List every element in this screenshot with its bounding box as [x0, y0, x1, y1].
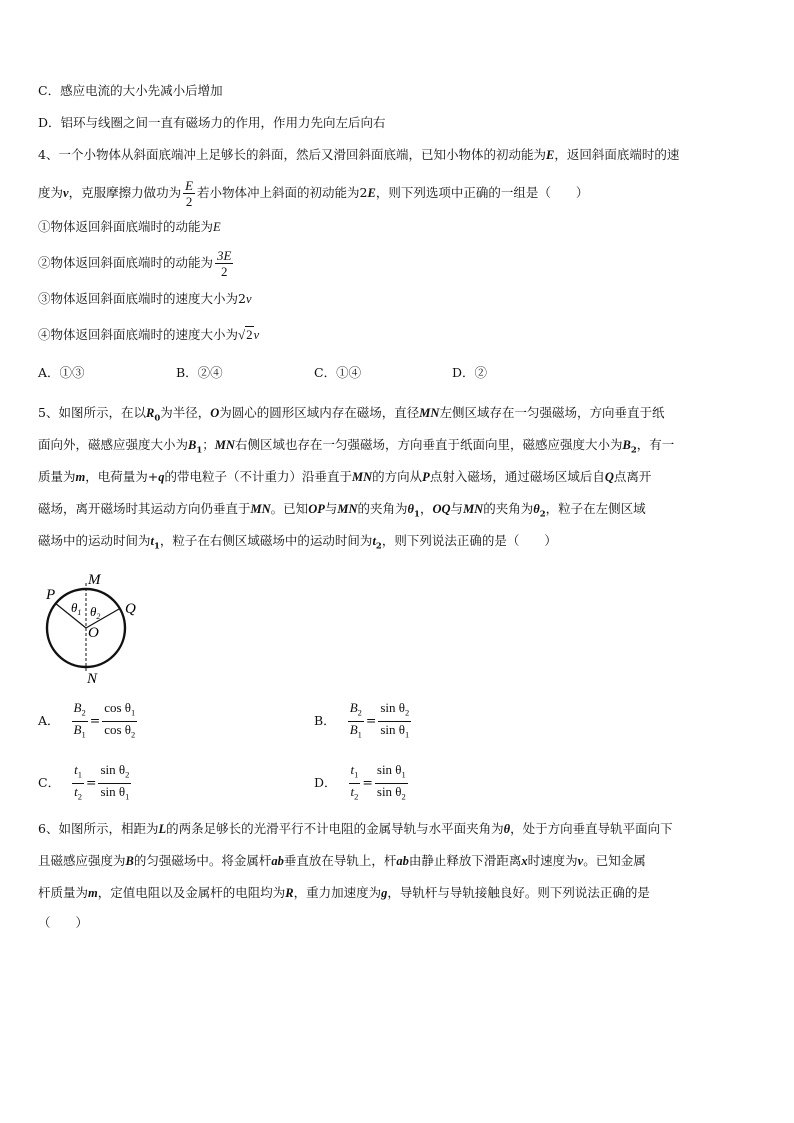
- q4-option-c: C．①④: [314, 365, 362, 380]
- work-fraction: $\frac{E}{2}$: [185, 178, 194, 209]
- q6-stem-line2: 且磁感应强度为B的匀强磁场中。将金属杆ab垂直放在导轨上，杆ab由静止释放下滑距离x时速度为v。已知金属: [38, 853, 646, 868]
- q4-statement-3: ③物体返回斜面底端时的速度大小为2v: [38, 291, 252, 306]
- q5-stem-line2: 面向外，磁感应强度大小为$B_1$；MN右侧区域也存在一匀强磁场，方向垂直于纸面向里，磁感应强度大小为$B_2$，有一: [38, 437, 675, 456]
- q4-option-d: D．②: [452, 365, 488, 380]
- q6-answer-blank: （ ）: [38, 915, 89, 930]
- q5-option-c: C． $\frac{t_1}{t_2}$ = $\frac{\sin \theta_2}{\sin \theta_1}$: [38, 762, 130, 802]
- label-theta2: $\theta_2$: [90, 604, 101, 621]
- q5-stem-line5: 磁场中的运动时间为$t_1$，粒子在右侧区域磁场中的运动时间为$t_2$，则下列说法正确的是（ ）: [38, 533, 557, 552]
- q5-option-b: B． $\frac{B_2}{B_1}$ = $\frac{\sin \theta_2}{\sin \theta_1}$: [314, 700, 410, 740]
- label-q: Q: [125, 601, 136, 617]
- label-o: O: [88, 625, 99, 641]
- q5-stem-line3: 质量为m，电荷量为+q的带电粒子（不计重力）沿垂直于MN的方向从P点射入磁场，通过磁场区域后自Q点离开: [38, 469, 652, 484]
- q5-option-d: D． $\frac{t_1}{t_2}$ = $\frac{\sin \theta_1}{\sin \theta_2}$: [314, 762, 406, 802]
- q4-statement-2: ②物体返回斜面底端时的动能为 $\frac{3E}{2}$: [38, 248, 232, 279]
- q3-option-d: D．铝环与线圈之间一直有磁场力的作用，作用力先向左后向右: [38, 115, 386, 130]
- q4-stem-line1: 4、一个小物体从斜面底端冲上足够长的斜面，然后又滑回斜面底端，已知小物体的初动能为E，返回斜面底端时的速: [38, 147, 680, 162]
- label-m: M: [88, 572, 101, 588]
- magnetic-field-circle-figure: [36, 568, 146, 686]
- q4-stem-line2: 度为v，克服摩擦力做功为 $\frac{E}{2}$ 若小物体冲上斜面的初动能为2E，则下列选项中正确的一组是（ ）: [38, 178, 589, 209]
- q4-option-b: B．②④: [176, 365, 223, 380]
- q5-stem-line1: 5、如图所示，在以$R_0$为半径，O为圆心的圆形区域内存在磁场，直径MN左侧区域存在一匀强磁场，方向垂直于纸: [38, 405, 665, 424]
- q6-stem-line1: 6、如图所示，相距为L的两条足够长的光滑平行不计电阻的金属导轨与水平面夹角为θ，处于方向垂直导轨平面向下: [38, 821, 673, 836]
- label-p: P: [46, 587, 56, 603]
- q4-statement-4: ④物体返回斜面底端时的速度大小为√2v: [38, 327, 260, 342]
- q5-option-a: A． $\frac{B_2}{B_1}$ = $\frac{\cos \theta_1}{\cos \theta_2}$: [38, 700, 136, 740]
- q4-statement-1: ①物体返回斜面底端时的动能为E: [38, 219, 221, 234]
- label-theta1: $\theta_1$: [71, 600, 82, 617]
- q4-option-a: A．①③: [38, 365, 85, 380]
- q5-stem-line4: 磁场，离开磁场时其运动方向仍垂直于MN。已知OP与MN的夹角为$\theta_1$，OQ与MN的夹角为$\theta_2$，粒子在左侧区域: [38, 501, 646, 520]
- q3-option-c: C．感应电流的大小先减小后增加: [38, 83, 223, 98]
- label-n: N: [87, 671, 98, 686]
- sqrt-expression: √2: [238, 327, 253, 342]
- q6-stem-line3: 杆质量为m，定值电阻以及金属杆的电阻均为R，重力加速度为g，导轨杆与导轨接触良好。则下列说法正确的是: [38, 885, 650, 900]
